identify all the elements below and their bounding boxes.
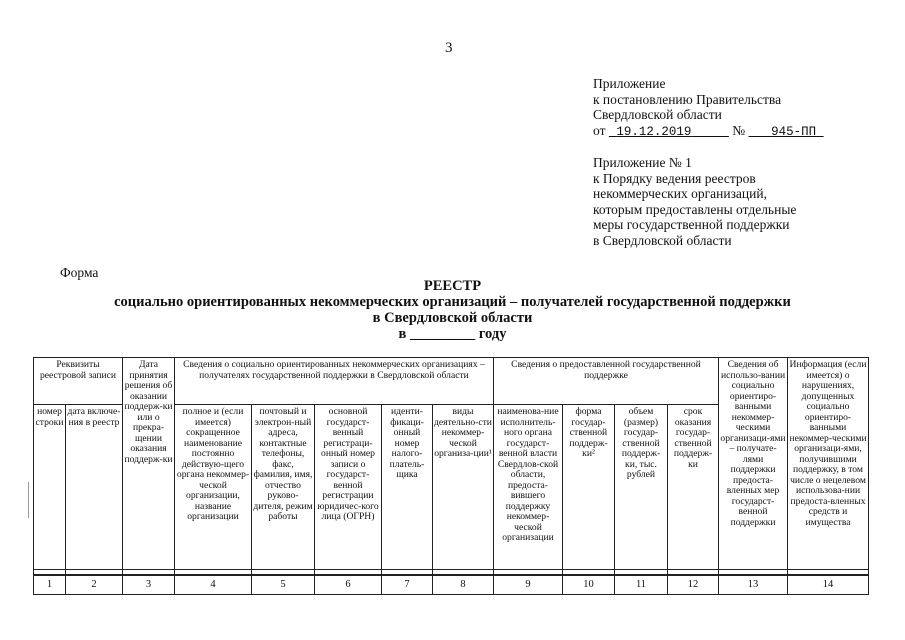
column-number: 8 (433, 575, 494, 595)
appendix-line: к постановлению Правительства (593, 91, 782, 107)
date-prefix: от (593, 122, 606, 138)
header-row-number: номер строки (34, 405, 66, 570)
header-violations-info: Информация (если имеется) о нарушениях, допущенных социально ориентиро-ванными некоммер-ческими организаци-ями, получившими поддержку, в том числе о нецелевом использова-нии предоста-вленных средств и имущества (788, 358, 869, 570)
register-year: в _________ году (398, 326, 507, 342)
appendix-1-line: Приложение № 1 (593, 155, 692, 170)
header-ogrn: основной государст-венный регистраци-онный номер записи о государст-венной регистрации юридичес-кого лица (ОГРН) (315, 405, 382, 570)
register-title: РЕЕСТР (423, 278, 482, 294)
column-number: 1 (34, 575, 66, 595)
register-subtitle: социально ориентированных некоммерческих организаций – получателей государственной поддержки (114, 294, 791, 310)
column-number: 9 (494, 575, 563, 595)
column-number: 12 (668, 575, 719, 595)
appendix-1-line: которым предоставлены отдельные (593, 201, 797, 217)
column-number: 4 (175, 575, 252, 595)
column-number: 13 (719, 575, 788, 595)
decree-date: 19.12.2019 (616, 124, 692, 139)
column-number: 2 (66, 575, 123, 595)
register-region: в Свердловской области (372, 310, 533, 326)
header-support-term: срок оказания государ-ственной поддерж-ки (668, 405, 719, 570)
header-authority-name: наименова-ние исполнитель-ного органа государст-венной власти Свердлов-ской области, предоста-вившего поддержку некоммер-ческой организации (494, 405, 563, 570)
margin-mark (28, 482, 29, 518)
appendix-line: Приложение (593, 76, 666, 91)
appendix-1-line: меры государственной поддержки (593, 217, 790, 232)
appendix-date-line (593, 123, 824, 141)
column-number: 7 (382, 575, 433, 595)
appendix-1-line: некоммерческих организаций, (593, 186, 767, 201)
header-support-amount: объем (размер) государ-ственной поддерж-ки, тыс. рублей (615, 405, 668, 570)
appendix-1-line: к Порядку ведения реестров (593, 170, 756, 186)
form-label: Форма (60, 265, 99, 280)
header-record-details: Реквизиты реестровой записи (34, 358, 123, 405)
header-inclusion-date: дата включе-ния в реестр (66, 405, 123, 570)
header-full-name: полное и (если имеется) сокращенное наименование постоянно действую-щего органа некоммер-ческой организации, название организации (175, 405, 252, 570)
page-number: 3 (445, 40, 453, 56)
column-number: 6 (315, 575, 382, 595)
header-decision-date: Дата принятия решения об оказании поддерж-ки или о прекра-щении оказания поддерж-ки (123, 358, 175, 570)
column-number: 3 (123, 575, 175, 595)
column-number: 11 (615, 575, 668, 595)
number-prefix: № (732, 122, 746, 138)
header-support-form: форма государ-ственной поддерж-ки² (563, 405, 615, 570)
appendix-1-block (593, 155, 796, 248)
header-activities: виды деятельно-сти некоммер-ческой организа-ции¹ (433, 405, 494, 570)
header-usage-info: Сведения об использо-вании социально ориентиро-ванными некоммер-ческими организаци-ями – получате-лями поддержки предоста-вленных мер государст-венной поддержки (719, 358, 788, 570)
column-number: 5 (252, 575, 315, 595)
appendix-line: Свердловской области (593, 107, 722, 122)
appendix-block (593, 76, 824, 140)
appendix-1-line: в Свердловской области (593, 232, 732, 248)
header-inn: иденти-фикаци-онный номер налого-платель-щика (382, 405, 433, 570)
header-support-info: Сведения о предоставленной государственной поддержке (494, 358, 719, 405)
column-number: 10 (563, 575, 615, 595)
header-org-info: Сведения о социально ориентированных некоммерческих организациях – получателях государственной поддержки в Свердловской области (175, 358, 494, 405)
column-number: 14 (788, 575, 869, 595)
header-contacts: почтовый и электрон-ный адреса, контактные телефоны, факс, фамилия, имя, отчество руково-дителя, режим работы (252, 405, 315, 570)
register-table (33, 357, 869, 595)
decree-number: 945-ПП (771, 124, 817, 139)
